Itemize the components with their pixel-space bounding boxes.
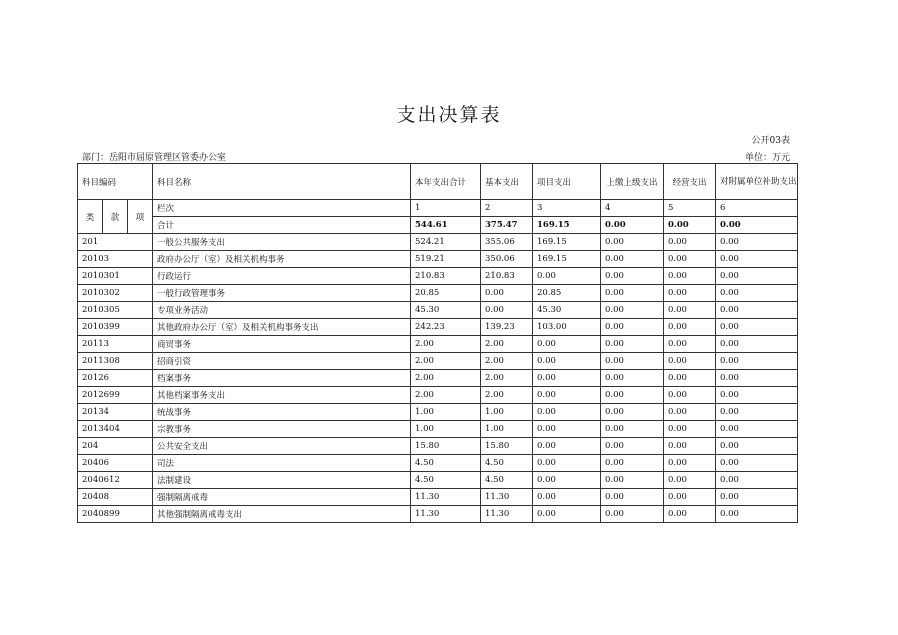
row-value: 15.80 xyxy=(481,438,533,455)
row-value: 524.21 xyxy=(411,234,481,251)
row-name: 一般公共服务支出 xyxy=(153,234,411,251)
header-kuan: 款 xyxy=(103,200,128,234)
total-row xyxy=(78,217,798,234)
row-code: 2012699 xyxy=(78,387,153,404)
row-value: 0.00 xyxy=(601,234,664,251)
row-value: 0.00 xyxy=(716,234,798,251)
row-value: 2.00 xyxy=(411,387,481,404)
row-value: 210.83 xyxy=(481,268,533,285)
table-row xyxy=(78,455,798,472)
row-value: 0.00 xyxy=(533,387,601,404)
row-value: 2.00 xyxy=(411,370,481,387)
department-label: 部门：岳阳市屈原管理区管委办公室 xyxy=(82,153,227,163)
table-row xyxy=(78,489,798,506)
row-value: 169.15 xyxy=(533,251,601,268)
row-value: 0.00 xyxy=(664,353,716,370)
row-value: 0.00 xyxy=(664,455,716,472)
row-value: 0.00 xyxy=(533,268,601,285)
row-value: 0.00 xyxy=(716,319,798,336)
expenditure-table xyxy=(77,163,798,523)
row-value: 0.00 xyxy=(533,489,601,506)
row-value: 0.00 xyxy=(664,472,716,489)
row-value: 11.30 xyxy=(411,489,481,506)
row-value: 45.30 xyxy=(533,302,601,319)
row-code: 2011308 xyxy=(78,353,153,370)
header-code: 科目编码 xyxy=(78,164,153,200)
row-value: 0.00 xyxy=(664,268,716,285)
header-basic: 基本支出 xyxy=(481,164,533,200)
row-value: 0.00 xyxy=(533,455,601,472)
row-value: 0.00 xyxy=(601,387,664,404)
header-xiang: 项 xyxy=(128,200,153,234)
document-title: 支出决算表 xyxy=(396,104,502,126)
header-lei: 类 xyxy=(78,200,103,234)
total-cell: 0.00 xyxy=(664,217,716,234)
row-value: 2.00 xyxy=(481,370,533,387)
table-row xyxy=(78,353,798,370)
column-number-row xyxy=(78,200,798,217)
table-row xyxy=(78,319,798,336)
row-value: 519.21 xyxy=(411,251,481,268)
row-name: 商贸事务 xyxy=(153,336,411,353)
row-name: 统战事务 xyxy=(153,404,411,421)
row-name: 一般行政管理事务 xyxy=(153,285,411,302)
total-cell: 544.61 xyxy=(411,217,481,234)
row-value: 2.00 xyxy=(481,387,533,404)
row-value: 0.00 xyxy=(716,302,798,319)
row-value: 0.00 xyxy=(601,472,664,489)
row-name: 司法 xyxy=(153,455,411,472)
table-row xyxy=(78,506,798,523)
col-num: 4 xyxy=(601,200,664,217)
row-value: 2.00 xyxy=(481,336,533,353)
header-project: 项目支出 xyxy=(533,164,601,200)
table-row xyxy=(78,404,798,421)
row-code: 2010305 xyxy=(78,302,153,319)
row-value: 1.00 xyxy=(481,404,533,421)
total-cell: 375.47 xyxy=(481,217,533,234)
col-num: 5 xyxy=(664,200,716,217)
col-num: 2 xyxy=(481,200,533,217)
row-value: 0.00 xyxy=(716,421,798,438)
row-code: 2040612 xyxy=(78,472,153,489)
col-num: 6 xyxy=(716,200,798,217)
header-upper: 上缴上级支出 xyxy=(601,164,664,200)
row-value: 0.00 xyxy=(481,302,533,319)
row-value: 0.00 xyxy=(664,370,716,387)
row-value: 0.00 xyxy=(664,336,716,353)
row-code: 2010301 xyxy=(78,268,153,285)
row-value: 11.30 xyxy=(481,506,533,523)
row-name: 宗教事务 xyxy=(153,421,411,438)
row-value: 0.00 xyxy=(664,387,716,404)
row-value: 0.00 xyxy=(601,455,664,472)
row-value: 45.30 xyxy=(411,302,481,319)
row-value: 0.00 xyxy=(533,438,601,455)
row-value: 0.00 xyxy=(533,353,601,370)
row-value: 0.00 xyxy=(533,336,601,353)
table-row xyxy=(78,370,798,387)
row-value: 0.00 xyxy=(601,506,664,523)
row-value: 242.23 xyxy=(411,319,481,336)
row-value: 350.06 xyxy=(481,251,533,268)
total-cell: 169.15 xyxy=(533,217,601,234)
row-value: 0.00 xyxy=(716,387,798,404)
row-value: 1.00 xyxy=(411,421,481,438)
row-value: 0.00 xyxy=(601,251,664,268)
row-name: 其他强制隔离戒毒支出 xyxy=(153,506,411,523)
row-value: 0.00 xyxy=(601,353,664,370)
row-value: 0.00 xyxy=(533,421,601,438)
row-code: 201 xyxy=(78,234,153,251)
row-value: 103.00 xyxy=(533,319,601,336)
row-value: 0.00 xyxy=(664,234,716,251)
row-value: 0.00 xyxy=(664,302,716,319)
unit-label: 单位：万元 xyxy=(744,153,790,163)
row-value: 4.50 xyxy=(481,472,533,489)
table-row xyxy=(78,268,798,285)
col-num: 1 xyxy=(411,200,481,217)
row-value: 11.30 xyxy=(481,489,533,506)
table-row xyxy=(78,387,798,404)
row-value: 0.00 xyxy=(716,251,798,268)
table-row xyxy=(78,251,798,268)
row-value: 0.00 xyxy=(716,472,798,489)
row-value: 0.00 xyxy=(664,251,716,268)
row-name: 强制隔离戒毒 xyxy=(153,489,411,506)
row-value: 4.50 xyxy=(411,455,481,472)
row-code: 20103 xyxy=(78,251,153,268)
row-value: 355.06 xyxy=(481,234,533,251)
header-name: 科目名称 xyxy=(153,164,411,200)
row-value: 0.00 xyxy=(716,268,798,285)
row-value: 15.80 xyxy=(411,438,481,455)
row-name: 其他政府办公厅（室）及相关机构事务支出 xyxy=(153,319,411,336)
row-name: 档案事务 xyxy=(153,370,411,387)
col-num: 3 xyxy=(533,200,601,217)
row-value: 0.00 xyxy=(664,438,716,455)
row-value: 139.23 xyxy=(481,319,533,336)
header-subsidy: 对附属单位补助支出 xyxy=(716,164,798,200)
row-name: 公共安全支出 xyxy=(153,438,411,455)
row-code: 2010302 xyxy=(78,285,153,302)
row-value: 0.00 xyxy=(533,506,601,523)
table-row xyxy=(78,285,798,302)
row-value: 20.85 xyxy=(533,285,601,302)
row-value: 0.00 xyxy=(601,302,664,319)
row-value: 0.00 xyxy=(601,489,664,506)
row-value: 11.30 xyxy=(411,506,481,523)
row-value: 2.00 xyxy=(411,336,481,353)
row-value: 0.00 xyxy=(533,472,601,489)
row-value: 0.00 xyxy=(664,421,716,438)
table-row xyxy=(78,302,798,319)
row-value: 0.00 xyxy=(716,438,798,455)
header-total: 本年支出合计 xyxy=(411,164,481,200)
row-value: 0.00 xyxy=(601,336,664,353)
row-value: 0.00 xyxy=(601,268,664,285)
table-row xyxy=(78,234,798,251)
row-value: 0.00 xyxy=(601,285,664,302)
row-name: 专项业务活动 xyxy=(153,302,411,319)
total-label: 合计 xyxy=(153,217,411,234)
table-row xyxy=(78,421,798,438)
row-value: 210.83 xyxy=(411,268,481,285)
header-business: 经营支出 xyxy=(664,164,716,200)
row-value: 0.00 xyxy=(716,370,798,387)
row-value: 0.00 xyxy=(664,404,716,421)
row-code: 20113 xyxy=(78,336,153,353)
row-value: 2.00 xyxy=(411,353,481,370)
row-value: 0.00 xyxy=(716,455,798,472)
total-cell: 0.00 xyxy=(601,217,664,234)
row-value: 0.00 xyxy=(664,489,716,506)
row-code: 2040899 xyxy=(78,506,153,523)
table-row xyxy=(78,336,798,353)
row-value: 0.00 xyxy=(601,319,664,336)
total-cell: 0.00 xyxy=(716,217,798,234)
row-code: 20408 xyxy=(78,489,153,506)
row-value: 0.00 xyxy=(533,404,601,421)
row-value: 0.00 xyxy=(664,285,716,302)
row-name: 法制建设 xyxy=(153,472,411,489)
row-value: 0.00 xyxy=(481,285,533,302)
form-number: 公开03表 xyxy=(751,136,790,146)
row-value: 4.50 xyxy=(411,472,481,489)
row-value: 0.00 xyxy=(716,336,798,353)
row-value: 1.00 xyxy=(411,404,481,421)
row-value: 169.15 xyxy=(533,234,601,251)
row-code: 2010399 xyxy=(78,319,153,336)
row-value: 0.00 xyxy=(716,489,798,506)
row-value: 0.00 xyxy=(664,319,716,336)
row-name: 政府办公厅（室）及相关机构事务 xyxy=(153,251,411,268)
row-value: 20.85 xyxy=(411,285,481,302)
row-code: 2013404 xyxy=(78,421,153,438)
table-row xyxy=(78,472,798,489)
row-value: 0.00 xyxy=(601,370,664,387)
row-code: 20406 xyxy=(78,455,153,472)
row-value: 0.00 xyxy=(716,404,798,421)
row-name: 招商引资 xyxy=(153,353,411,370)
lanci-label: 栏次 xyxy=(153,200,411,217)
row-value: 0.00 xyxy=(601,404,664,421)
row-name: 行政运行 xyxy=(153,268,411,285)
row-code: 20134 xyxy=(78,404,153,421)
row-value: 2.00 xyxy=(481,353,533,370)
row-value: 0.00 xyxy=(664,506,716,523)
row-value: 0.00 xyxy=(533,370,601,387)
row-value: 0.00 xyxy=(716,353,798,370)
row-value: 0.00 xyxy=(716,285,798,302)
row-name: 其他档案事务支出 xyxy=(153,387,411,404)
row-value: 0.00 xyxy=(601,438,664,455)
row-value: 1.00 xyxy=(481,421,533,438)
row-value: 0.00 xyxy=(601,421,664,438)
row-value: 4.50 xyxy=(481,455,533,472)
row-value: 0.00 xyxy=(716,506,798,523)
table-row xyxy=(78,438,798,455)
row-code: 204 xyxy=(78,438,153,455)
row-code: 20126 xyxy=(78,370,153,387)
header-row xyxy=(78,164,798,200)
